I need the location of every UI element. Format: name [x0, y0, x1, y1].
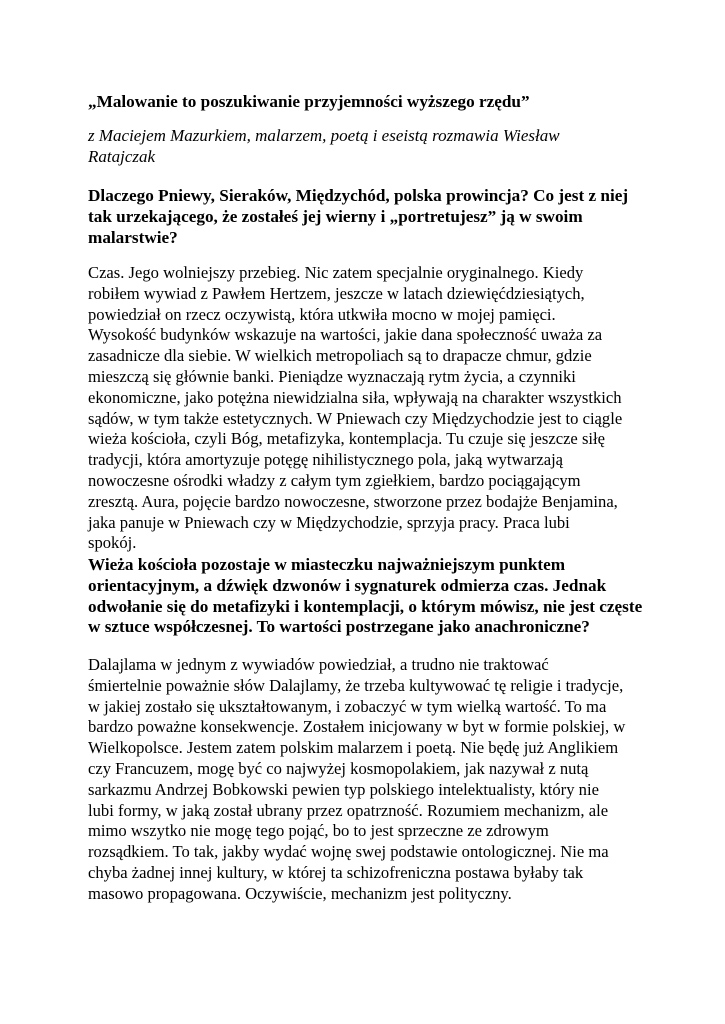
byline-line: z Maciejem Mazurkiem, malarzem, poetą i eseistą rozmawia Wiesław [88, 126, 560, 145]
answer-line: rozsądkiem. To tak, jakby wydać wojnę swej podstawie ontologicznej. Nie ma [88, 842, 609, 862]
answer-line: lubi formy, w jaką został ubrany przez opatrzność. Rozumiem mechanizm, ale [88, 800, 609, 820]
question-line: orientacyjnym, a dźwięk dzwonów i sygnaturek odmierza czas. Jednak [88, 575, 607, 595]
answer-line: bardzo poważne konsekwencje. Zostałem inicjowany w byt w formie polskiej, w [88, 717, 626, 737]
answer-line: spokój. [88, 533, 137, 553]
answer-2 [88, 655, 648, 905]
answer-line: śmiertelnie poważnie słów Dalajlamy, że trzeba kultywować tę religie i tradycje, [88, 675, 624, 695]
answer-line: chyba żadnej innej kultury, w której ta schizofreniczna postawa byłaby tak [88, 862, 584, 882]
article-title [88, 92, 648, 113]
answer-line: w jakiej zostało się ukształtowanym, i zobaczyć w tym wielką wartość. To ma [88, 696, 607, 716]
answer-line: powiedział on rzecz oczywistą, która utkwiła mocno w mojej pamięci. [88, 304, 556, 324]
answer-line: zresztą. Aura, pojęcie bardzo nowoczesne, stworzone przez bodajże Benjamina, [88, 491, 618, 511]
answer-line: nowoczesne ośrodki władzy z całym tym zgiełkiem, bardzo pociągającym [88, 470, 581, 490]
answer-line: Wielkopolsce. Jestem zatem polskim malarzem i poetą. Nie będę już Anglikiem [88, 738, 619, 758]
answer-1 [88, 263, 648, 554]
byline-line: Ratajczak [88, 146, 156, 166]
question-line: w sztuce współczesnej. To wartości postrzegane jako anachroniczne? [88, 617, 590, 637]
answer-line: Wysokość budynków wskazuje na wartości, jakie dana społeczność uważa za [88, 325, 603, 345]
answer-line: wieża kościoła, czyli Bóg, metafizyka, kontemplacja. Tu czuje się jeszcze siłę [88, 429, 605, 449]
answer-line: ekonomiczne, jako potężna niewidzialna siła, wpływają na charakter wszystkich [88, 387, 622, 407]
question-line: odwołanie się do metafizyki i kontemplacji, o którym mówisz, nie jest częste [88, 596, 643, 616]
answer-line: sądów, w tym także estetycznych. W Pniewach czy Międzychodzie jest to ciągle [88, 408, 623, 428]
question-line: malarstwie? [88, 227, 178, 247]
answer-line: masowo propagowana. Oczywiście, mechanizm jest polityczny. [88, 883, 512, 903]
title-line: „Malowanie to poszukiwanie przyjemności wyższego rzędu” [88, 92, 530, 111]
byline [88, 126, 648, 168]
answer-line: tradycji, która amortyzuje potęgę nihilistycznego pola, jaką wytwarzają [88, 450, 564, 470]
answer-line: czy Francuzem, mogę być co najwyżej kosmopolakiem, jak nazywał z nutą [88, 758, 589, 778]
answer-line: sarkazmu Andrzej Bobkowski pewien typ polskiego intelektualisty, który nie [88, 779, 599, 799]
answer-line: mieszczą się głównie banki. Pieniądze wyznaczają rytm życia, a czynniki [88, 366, 576, 386]
question-line: Wieża kościoła pozostaje w miasteczku najważniejszym punktem [88, 555, 566, 574]
question-line: Dlaczego Pniewy, Sieraków, Międzychód, polska prowincja? Co jest z niej [88, 186, 629, 205]
answer-line: Czas. Jego wolniejszy przebieg. Nic zatem specjalnie oryginalnego. Kiedy [88, 263, 584, 282]
answer-line: jaka panuje w Pniewach czy w Międzychodzie, sprzyja pracy. Praca lubi [88, 512, 570, 532]
answer-line: Dalajlama w jednym z wywiadów powiedział, a trudno nie traktować [88, 655, 549, 674]
question-1 [88, 186, 648, 248]
answer-line: mimo wszytko nie mogę tego pojąć, bo to jest sprzeczne ze zdrowym [88, 821, 549, 841]
answer-line: robiłem wywiad z Pawłem Hertzem, jeszcze w latach dziewięćdziesiątych, [88, 283, 585, 303]
answer-line: zasadnicze dla siebie. W wielkich metropoliach są to drapacze chmur, gdzie [88, 346, 592, 366]
question-line: tak urzekającego, że zostałeś jej wierny i „portretujesz” ją w swoim [88, 206, 583, 226]
question-2 [88, 555, 648, 638]
